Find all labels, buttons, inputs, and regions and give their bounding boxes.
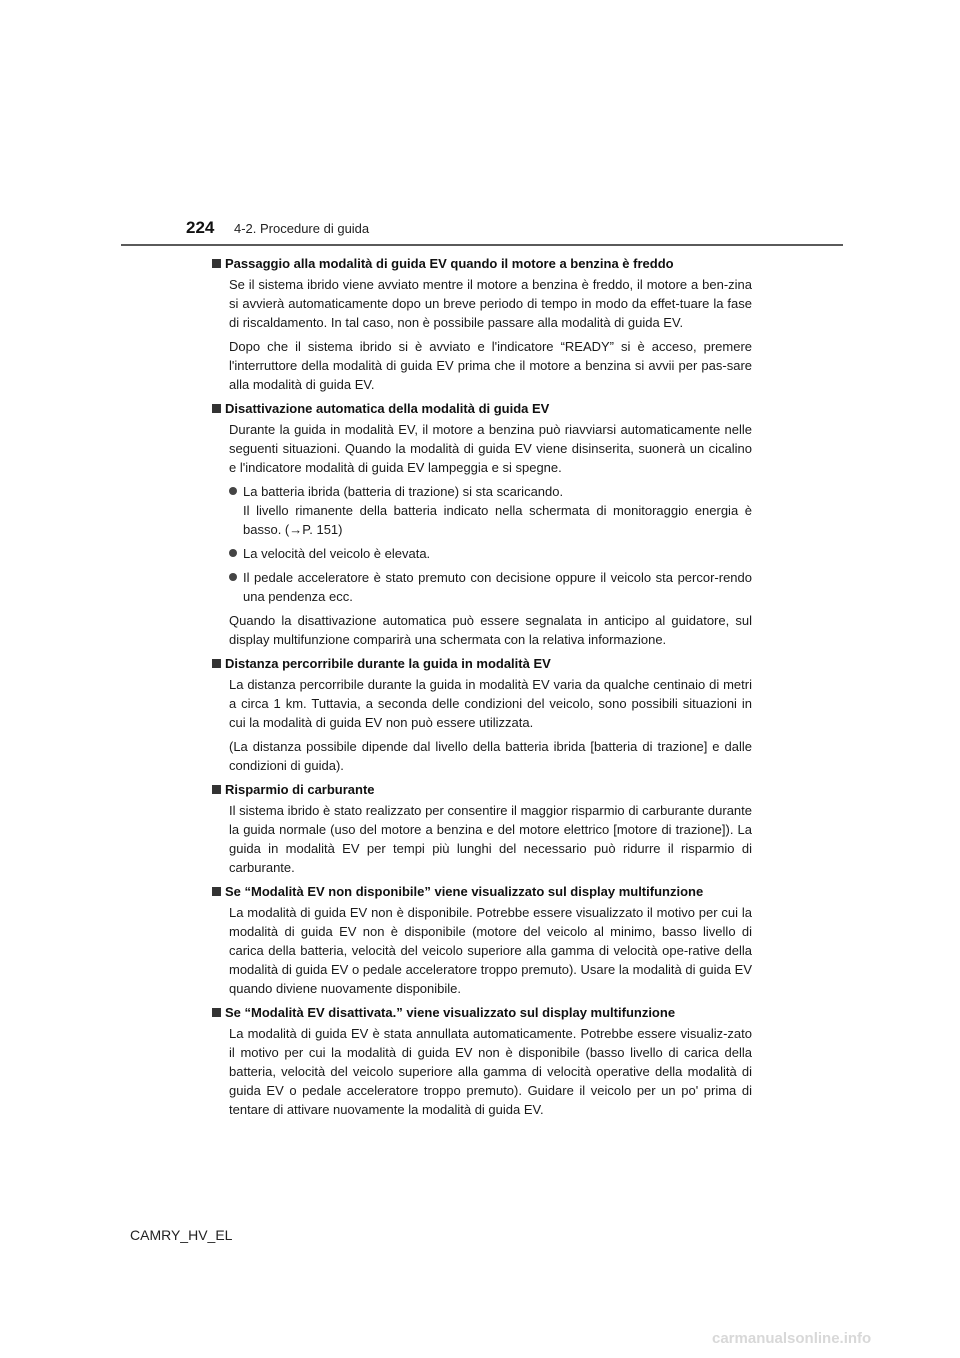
list-item-text: Il pedale acceleratore è stato premuto con decisione oppure il veicolo sta percor-rendo una pendenza ecc. [243,570,752,604]
square-bullet-icon [212,659,221,668]
round-bullet-icon [229,487,237,495]
document-body [212,254,752,1124]
section-fuel-economy [212,780,752,877]
list-item-line: La batteria ibrida (batteria di trazione) si sta scaricando. [243,484,564,499]
paragraph: Quando la disattivazione automatica può essere segnalata in anticipo al guidatore, sul display multifunzione comparirà una schermata con la relativa informazione. [229,613,752,647]
section-ev-deactivated [212,1003,752,1119]
model-code: CAMRY_HV_EL [130,1227,233,1243]
square-bullet-icon [212,785,221,794]
section-ev-cold-engine [212,254,752,394]
list-item-line: Il livello rimanente della batteria indicato nella schermata di monitoraggio energia è basso. (→P. 151) [243,503,752,537]
paragraph: Se il sistema ibrido viene avviato mentre il motore a benzina è freddo, il motore a ben-zina si avvierà automaticamente dopo un breve periodo di tempo in modo da effet-tuare la fase di riscaldamento. In tal caso, non è possibile passare alla modalità di guida EV. [229,277,752,330]
paragraph: (La distanza possibile dipende dal livello della batteria ibrida [batteria di trazione] e dalle condizioni di guida). [229,739,752,773]
section-heading-text: Distanza percorribile durante la guida in modalità EV [225,656,551,671]
list-item-text: La velocità del veicolo è elevata. [243,546,431,561]
section-heading [212,882,752,901]
section-heading [212,399,752,418]
paragraph: Durante la guida in modalità EV, il motore a benzina può riavviarsi automaticamente nelle seguenti situazioni. Quando la modalità di guida EV viene disinserita, suonerà un cicalino e l'indicatore modalità di guida EV lampeggia e si spegne. [229,422,752,475]
square-bullet-icon [212,259,221,268]
section-heading-text: Disattivazione automatica della modalità di guida EV [225,401,550,416]
round-bullet-icon [229,549,237,557]
list-item [212,482,752,539]
section-heading-text: Passaggio alla modalità di guida EV quando il motore a benzina è freddo [225,256,674,271]
square-bullet-icon [212,404,221,413]
section-heading [212,254,752,273]
square-bullet-icon [212,1008,221,1017]
round-bullet-icon [229,573,237,581]
section-heading [212,780,752,799]
section-heading-text: Risparmio di carburante [225,782,375,797]
list-item [212,544,752,563]
section-heading-text: Se “Modalità EV non disponibile” viene visualizzato sul display multifunzione [225,884,704,899]
section-ev-auto-deactivation [212,399,752,649]
watermark: carmanualsonline.info [712,1330,872,1347]
paragraph: La distanza percorribile durante la guida in modalità EV varia da qualche centinaio di metri a circa 1 km. Tuttavia, a seconda delle condizioni del veicolo, sono possibili situazioni in cui la modalità di guida EV non può essere utilizzata. [229,677,752,730]
paragraph: La modalità di guida EV è stata annullata automaticamente. Potrebbe essere visualiz-zato il motivo per cui la modalità di guida EV non è disponibile (basso livello di carica della batteria, velocità del veicolo superiore alla gamma di velocità operative della modalità di guida EV o pedale acceleratore troppo premuto). Guidare il veicolo per un po' prima di tentare di attivare nuovamente la modalità di guida EV. [229,1026,752,1117]
page-number: 224 [186,218,215,237]
section-title: 4-2. Procedure di guida [234,221,370,236]
section-ev-range [212,654,752,775]
paragraph: Il sistema ibrido è stato realizzato per consentire il maggior risparmio di carburante durante la guida normale (uso del motore a benzina e del motore elettrico [motore di trazione]). La guida in modalità EV per tempi più lunghi del necessario può ridurre il risparmio di carburante. [229,803,752,875]
paragraph: La modalità di guida EV non è disponibile. Potrebbe essere visualizzato il motivo per cui la modalità di guida EV non è disponibile (motore del veicolo al minimo, basso livello di carica della batteria, velocità del veicolo superiore alla gamma di velocità ope-rative della modalità di guida EV o pedale acceleratore troppo premuto). Usare la modalità di guida EV quando diviene nuovamente disponibile. [229,905,752,996]
page-header [0,0,960,250]
section-heading [212,654,752,673]
section-heading [212,1003,752,1022]
section-heading-text: Se “Modalità EV disattivata.” viene visualizzato sul display multifunzione [225,1005,676,1020]
square-bullet-icon [212,887,221,896]
section-ev-not-available [212,882,752,998]
header-divider [121,244,843,246]
list-item [212,568,752,606]
paragraph: Dopo che il sistema ibrido si è avviato e l'indicatore “READY” si è acceso, premere l'interruttore della modalità di guida EV prima che il motore a benzina si avvii per pas-sare alla modalità di guida EV. [229,339,752,392]
list-item-text [243,482,752,539]
